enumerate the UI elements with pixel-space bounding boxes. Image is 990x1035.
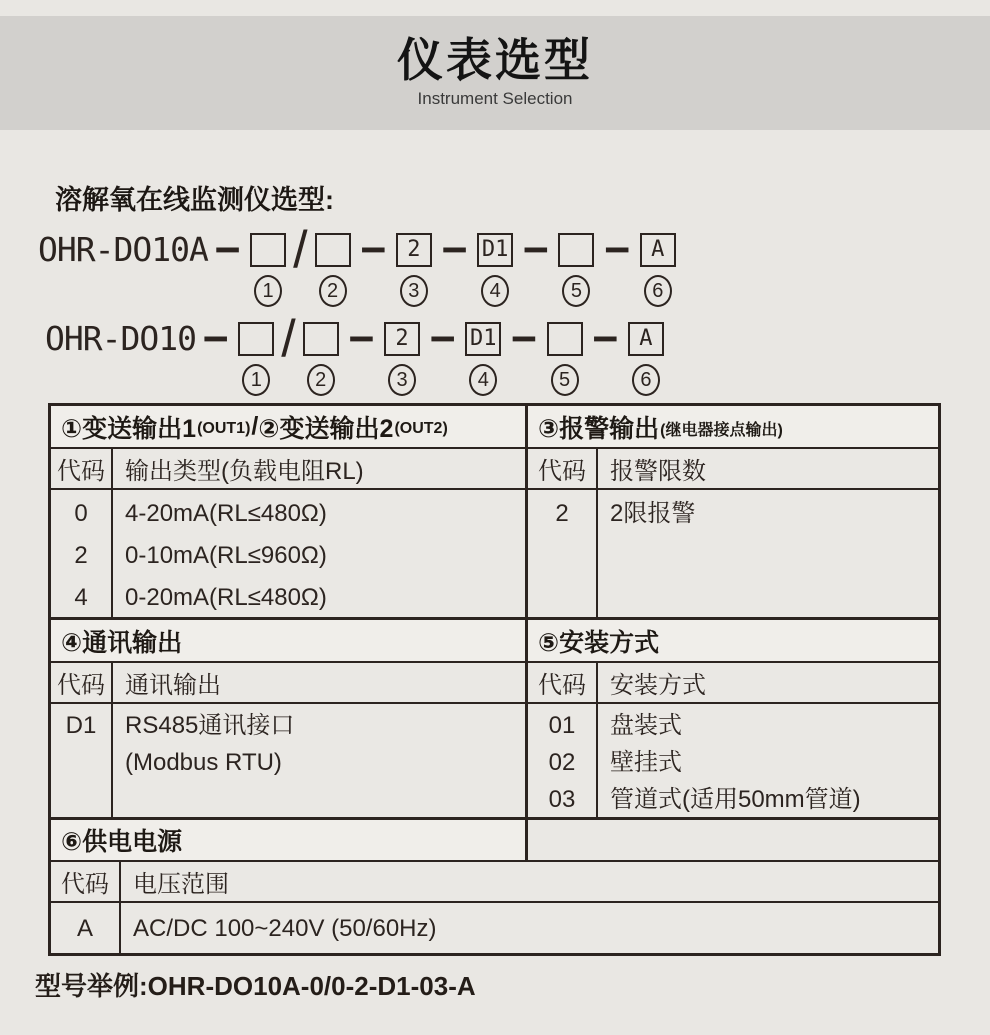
power-supply-header-row <box>51 817 938 862</box>
model-slot-3 <box>384 322 420 396</box>
desc-value: (Modbus RTU) <box>125 749 282 776</box>
code-value: 01 <box>548 712 576 739</box>
section-comm-and-mount <box>51 617 938 817</box>
dash-separator: − <box>202 313 229 362</box>
dash-separator: − <box>523 224 549 273</box>
code-values <box>51 490 113 617</box>
position-number-circle: 3 <box>388 364 416 396</box>
column-header-row <box>51 663 525 704</box>
column-header-row <box>528 449 938 490</box>
desc-column-header: 输出类型(负载电阻RL) <box>125 458 364 485</box>
model-example-line <box>35 966 476 1003</box>
code-value: 2 <box>555 500 569 527</box>
slash-separator: / <box>293 221 308 279</box>
desc-values <box>113 704 525 817</box>
model-diagram-line-1 <box>38 221 679 307</box>
model-code-box <box>547 322 583 356</box>
dash-separator: − <box>511 313 537 362</box>
page-subtitle: Instrument Selection <box>417 88 573 108</box>
code-value: 0 <box>74 500 88 527</box>
desc-column-header: 安装方式 <box>610 672 706 699</box>
desc-value: 盘装式 <box>610 712 682 739</box>
model-code-box: D1 <box>477 233 513 267</box>
model-name: OHR-DO10A <box>38 230 208 269</box>
model-slot-4 <box>477 233 513 307</box>
model-slot-6 <box>640 233 676 307</box>
desc-values <box>121 903 938 953</box>
section-transmit-and-alarm <box>51 406 938 617</box>
header-main: ①变送输出1 <box>61 414 197 443</box>
code-column-header: 代码 <box>528 663 598 702</box>
position-number-circle: 3 <box>400 275 428 307</box>
comm-output-header <box>51 620 525 663</box>
header-sep: / <box>251 412 259 440</box>
desc-value: 0-20mA(RL≤480Ω) <box>125 584 327 611</box>
position-number-circle: 5 <box>562 275 590 307</box>
desc-column-header: 通讯输出 <box>125 672 221 699</box>
code-value: A <box>76 915 93 942</box>
model-code-box: 2 <box>384 322 420 356</box>
code-value: 4 <box>74 584 88 611</box>
position-number-circle: 6 <box>644 275 672 307</box>
model-slot-1 <box>238 322 274 396</box>
alarm-output-block <box>528 406 938 617</box>
section-power-supply <box>51 817 938 953</box>
model-code-box: A <box>640 233 676 267</box>
code-values <box>51 903 121 953</box>
power-supply-rows <box>51 903 938 953</box>
dash-separator: − <box>441 224 468 273</box>
model-code-box: A <box>628 322 664 356</box>
position-number-circle: 1 <box>242 364 270 396</box>
column-header-row <box>51 862 938 903</box>
alarm-output-header <box>528 406 938 449</box>
header-band <box>0 16 990 130</box>
example-label: 型号举例: <box>35 971 148 1001</box>
code-value: D1 <box>65 712 97 739</box>
dash-separator: − <box>348 313 374 362</box>
desc-value: RS485通讯接口 <box>125 712 295 739</box>
selection-heading: 溶解氧在线监测仪选型: <box>55 185 334 215</box>
power-supply-header: ⑥供电电源 <box>51 820 528 860</box>
desc-value: 2限报警 <box>610 500 696 527</box>
mount-style-block <box>528 620 938 817</box>
header-main: ④通讯输出 <box>61 628 183 657</box>
desc-value: AC/DC 100~240V (50/60Hz) <box>133 915 437 942</box>
model-slot-1 <box>250 233 286 307</box>
desc-value: 管道式(适用50mm管道) <box>610 786 861 813</box>
model-diagram-line-2 <box>45 310 667 396</box>
transmit-output-header <box>51 406 525 449</box>
model-name: OHR-DO10 <box>45 319 196 358</box>
column-header-row <box>528 663 938 704</box>
transmit-output-block <box>51 406 528 617</box>
model-slot-6 <box>628 322 664 396</box>
code-column-header: 代码 <box>51 663 113 702</box>
transmit-output-rows <box>51 490 525 617</box>
comm-output-block <box>51 620 528 817</box>
desc-values <box>598 490 938 617</box>
selection-table <box>48 403 941 956</box>
model-slot-2 <box>315 233 351 307</box>
desc-value: 4-20mA(RL≤480Ω) <box>125 500 327 527</box>
desc-values <box>113 490 525 617</box>
position-number-circle: 4 <box>481 275 509 307</box>
dash-separator: − <box>592 313 618 362</box>
header-main: ⑤安装方式 <box>538 628 660 657</box>
model-slot-5 <box>558 233 594 307</box>
dash-separator: − <box>214 224 241 273</box>
model-code-box <box>315 233 351 267</box>
header-small: (OUT1) <box>197 419 251 437</box>
page-title: 仪表选型 <box>397 34 593 86</box>
header-main: ③报警输出 <box>538 414 660 443</box>
column-header-row <box>51 449 525 490</box>
code-column-header: 代码 <box>528 449 598 488</box>
code-column-header: 代码 <box>51 449 113 488</box>
code-value: 03 <box>548 786 576 813</box>
position-number-circle: 6 <box>632 364 660 396</box>
desc-column-header: 电压范围 <box>133 871 229 898</box>
position-number-circle: 2 <box>307 364 335 396</box>
model-code-box: D1 <box>465 322 501 356</box>
desc-column-header: 报警限数 <box>610 458 706 485</box>
mount-style-rows <box>528 704 938 817</box>
mount-style-header <box>528 620 938 663</box>
model-slot-5 <box>547 322 583 396</box>
code-values <box>528 704 598 817</box>
model-code-box <box>238 322 274 356</box>
code-value: 02 <box>548 749 576 776</box>
model-slot-2 <box>303 322 339 396</box>
dash-separator: − <box>604 224 630 273</box>
model-code-box <box>250 233 286 267</box>
alarm-output-rows <box>528 490 938 617</box>
desc-values <box>598 704 938 817</box>
code-column-header: 代码 <box>51 862 121 901</box>
model-slot-3 <box>396 233 432 307</box>
header-small: (OUT2) <box>394 419 448 437</box>
position-number-circle: 5 <box>551 364 579 396</box>
dash-separator: − <box>360 224 386 273</box>
header-main: ②变送输出2 <box>258 414 394 443</box>
header-small: (继电器接点输出) <box>660 422 783 439</box>
slash-separator: / <box>281 310 296 368</box>
desc-value: 0-10mA(RL≤960Ω) <box>125 542 327 569</box>
power-supply-header-empty-cell <box>528 820 938 860</box>
example-value: OHR-DO10A-0/0-2-D1-03-A <box>147 971 476 1001</box>
model-code-box <box>558 233 594 267</box>
code-value: 2 <box>74 542 88 569</box>
model-slot-4 <box>465 322 501 396</box>
position-number-circle: 4 <box>469 364 497 396</box>
code-values <box>528 490 598 617</box>
position-number-circle: 1 <box>254 275 282 307</box>
dash-separator: − <box>430 313 456 362</box>
comm-output-rows <box>51 704 525 817</box>
model-code-box: 2 <box>396 233 432 267</box>
model-code-box <box>303 322 339 356</box>
desc-value: 壁挂式 <box>610 749 682 776</box>
position-number-circle: 2 <box>319 275 347 307</box>
code-values <box>51 704 113 817</box>
